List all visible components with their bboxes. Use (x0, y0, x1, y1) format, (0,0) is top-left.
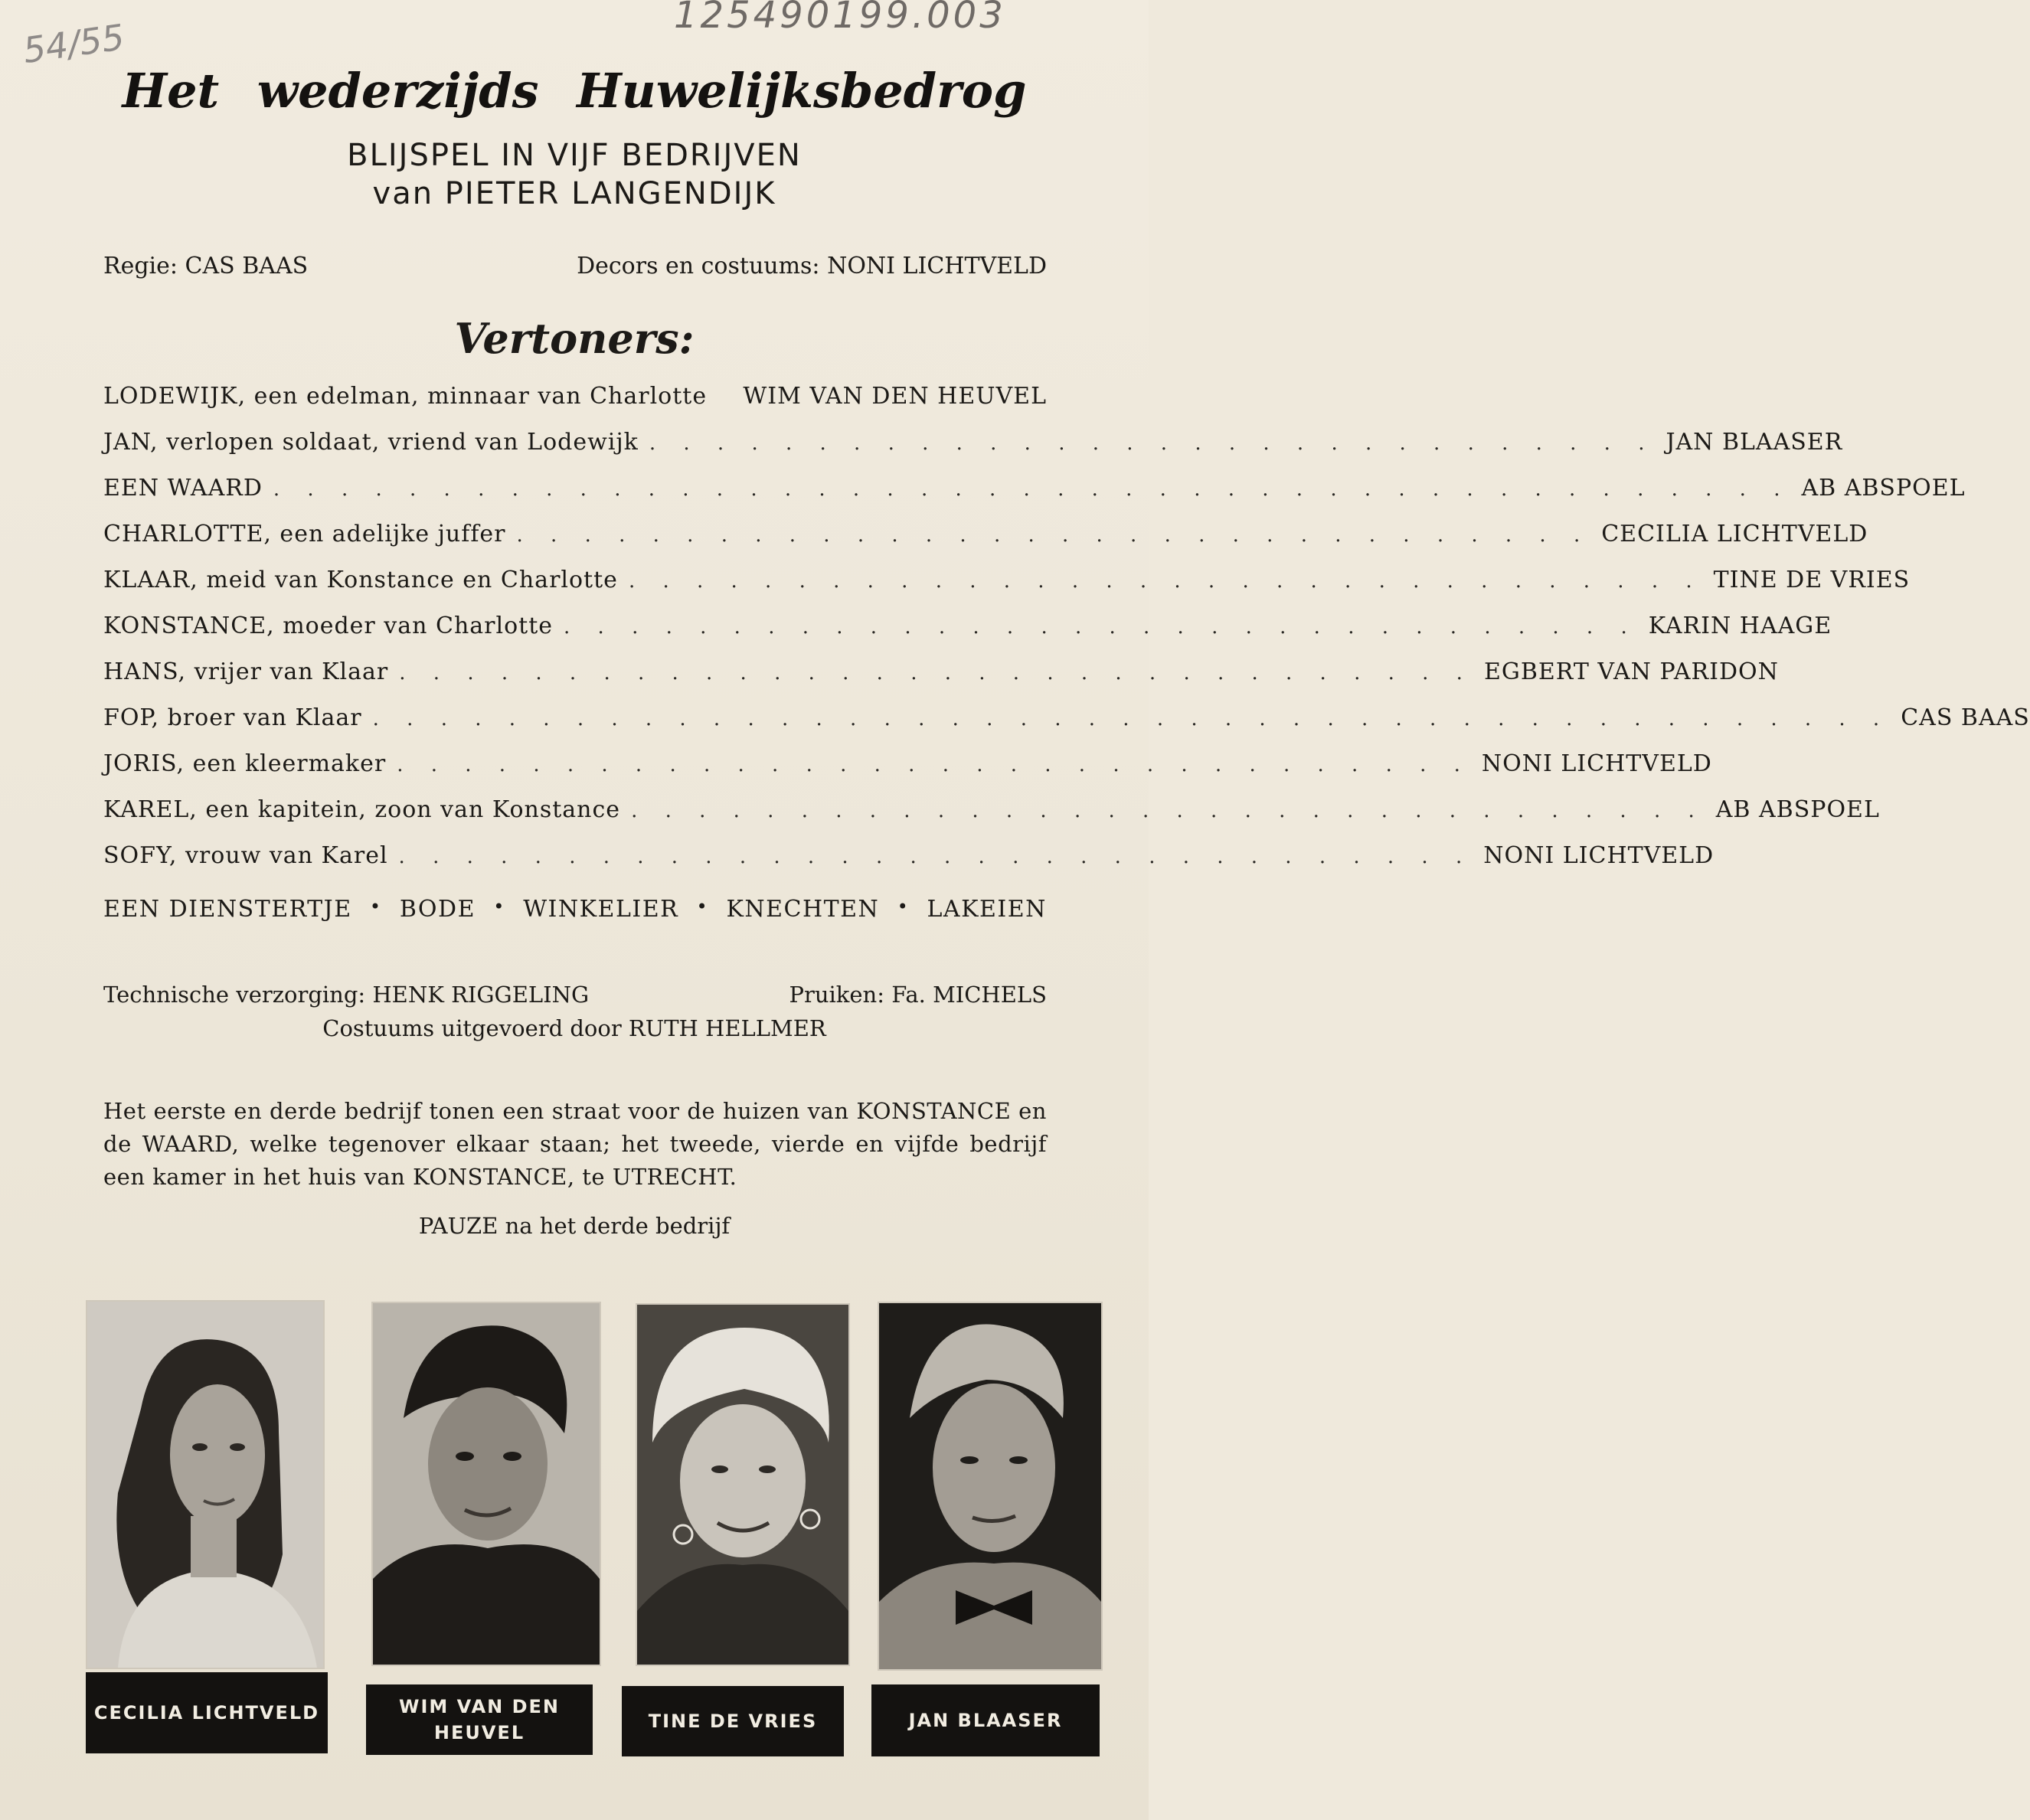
cast-row (103, 842, 1715, 888)
extra-role: WINKELIER (523, 896, 679, 923)
cast-row (103, 704, 2030, 750)
director-credit: Regie: CAS BAAS (103, 253, 309, 279)
cast-actor: EGBERT VAN PARIDON (1483, 658, 1779, 685)
costume-credit: Costuums uitgevoerd door RUTH HELLMER (322, 1015, 826, 1041)
extra-role: KNECHTEN (726, 896, 880, 923)
cast-heading: Vertoners: (454, 314, 695, 363)
bullet-separator: • (696, 896, 709, 917)
leader-dots: . . . . . . . . . . . . . . . . . . . . . . . . . . . . . . . . (631, 799, 1705, 822)
bullet-separator: • (493, 896, 505, 917)
wigs-credit: Pruiken: Fa. MICHELS (789, 982, 1047, 1008)
play-genre: BLIJSPEL IN VIJF BEDRIJVEN (347, 138, 802, 173)
leader-dots: . . . . . . . . . . . . . . . . . . . . . . . . . . . . . . . . (628, 570, 1703, 593)
cast-role: KAREL, een kapitein, zoon van Konstance (103, 796, 621, 823)
design-credit: Decors en costuums: NONI LICHTVELD (577, 253, 1047, 279)
cast-role: JORIS, een kleermaker (103, 750, 387, 777)
cast-actor: CAS BAAS (1901, 704, 2030, 731)
portrait-woman-dark-hair-icon (86, 1300, 325, 1669)
cast-row (103, 383, 1047, 429)
cast-role: JAN, verlopen soldaat, vriend van Lodewijk (103, 429, 639, 456)
cast-role: FOP, broer van Klaar (103, 704, 362, 731)
leader-dots: . . . . . . . . . . . . . . . . . . . . . . . . . . . . . . . . (398, 845, 1473, 868)
leader-dots: . . . . . . . . . . . . . . . . . . . . . . . . . . . . . . . . (564, 616, 1638, 639)
portrait-man-bowtie-icon (878, 1302, 1103, 1671)
leader-dots: . . . . . . . . . . . . . . . . . . . . . . . . . . . . . . . . (399, 662, 1473, 685)
cast-actor: WIM VAN DEN HEUVEL (743, 383, 1047, 410)
credits-row (103, 253, 1047, 279)
cast-row (103, 429, 1843, 475)
cast-actor: NONI LICHTVELD (1481, 750, 1712, 777)
leader-dots: . . . . . . . . . . . . . . . . . . . . . . . . . . . . . . . . . . . . . . . . . . . . . (273, 478, 1791, 501)
leader-dots: . . . . . . . . . . . . . . . . . . . . . . . . . . . . . . (649, 432, 1656, 455)
cast-row (103, 750, 1712, 796)
pause-note: PAUZE na het derde bedrijf (418, 1213, 731, 1239)
cast-row (103, 658, 1779, 704)
cast-actor: NONI LICHTVELD (1483, 842, 1715, 869)
cast-role: KLAAR, meid van Konstance en Charlotte (103, 567, 618, 593)
photo-caption: WIM VAN DEN HEUVEL (366, 1684, 593, 1755)
technical-credits (103, 982, 1047, 1008)
play-author: van PIETER LANGENDIJK (372, 176, 776, 211)
cast-role: SOFY, vrouw van Karel (103, 842, 388, 869)
extra-role: BODE (399, 896, 476, 923)
cast-actor: KARIN HAAGE (1648, 613, 1832, 639)
portrait-woman-light-hair-icon (636, 1303, 850, 1666)
extra-role: LAKEIEN (927, 896, 1047, 923)
cast-row (103, 475, 1966, 521)
extras-row (103, 896, 1047, 923)
pencil-note: 54/55 (20, 16, 127, 71)
bullet-separator: • (897, 896, 910, 917)
cast-actor: AB ABSPOEL (1715, 796, 1880, 823)
cast-role: EEN WAARD (103, 475, 263, 502)
cast-row (103, 796, 1880, 842)
archive-number: 125490199.003 (674, 0, 1006, 37)
cast-actor: AB ABSPOEL (1801, 475, 1966, 502)
leader-dots: . . . . . . . . . . . . . . . . . . . . . . . . . . . . . . . . (397, 753, 1471, 776)
cast-actor: CECILIA LICHTVELD (1601, 521, 1868, 547)
extra-role: EEN DIENSTERTJE (103, 896, 352, 923)
cast-role: HANS, vrijer van Klaar (103, 658, 389, 685)
bullet-separator: • (369, 896, 382, 917)
leader-dots: . . . . . . . . . . . . . . . . . . . . . . . . . . . . . . . . . . . . . . . . . . . . . (372, 707, 1891, 730)
cast-actor: TINE DE VRIES (1713, 567, 1911, 593)
cast-row (103, 567, 1911, 613)
tech-credit: Technische verzorging: HENK RIGGELING (103, 982, 590, 1008)
scene-description: Het eerste en derde bedrijf tonen een straat voor de huizen van KONSTANCE en de WAARD, welke tegenover elkaar staan; het tweede, vierde en vijfde bedrijf een kamer in het huis van KONSTANCE, te UTRECHT. (103, 1098, 1047, 1190)
cast-row (103, 521, 1868, 567)
portrait-man-dark-hair-icon (371, 1302, 601, 1666)
photo-caption: JAN BLAASER (871, 1684, 1100, 1756)
leader-dots: . . . . . . . . . . . . . . . . . . . . . . . . . . . . . . . . (516, 524, 1591, 547)
photo-caption: CECILIA LICHTVELD (86, 1672, 328, 1753)
cast-role: LODEWIJK, een edelman, minnaar van Charlotte (103, 383, 708, 410)
cast-role: CHARLOTTE, een adelijke juffer (103, 521, 506, 547)
cast-actor: JAN BLAASER (1666, 429, 1843, 456)
photo-caption: TINE DE VRIES (622, 1686, 844, 1756)
play-title: Het wederzijds Huwelijksbedrog (122, 63, 1027, 119)
cast-list (103, 383, 2030, 888)
cast-row (103, 613, 1832, 658)
cast-role: KONSTANCE, moeder van Charlotte (103, 613, 554, 639)
